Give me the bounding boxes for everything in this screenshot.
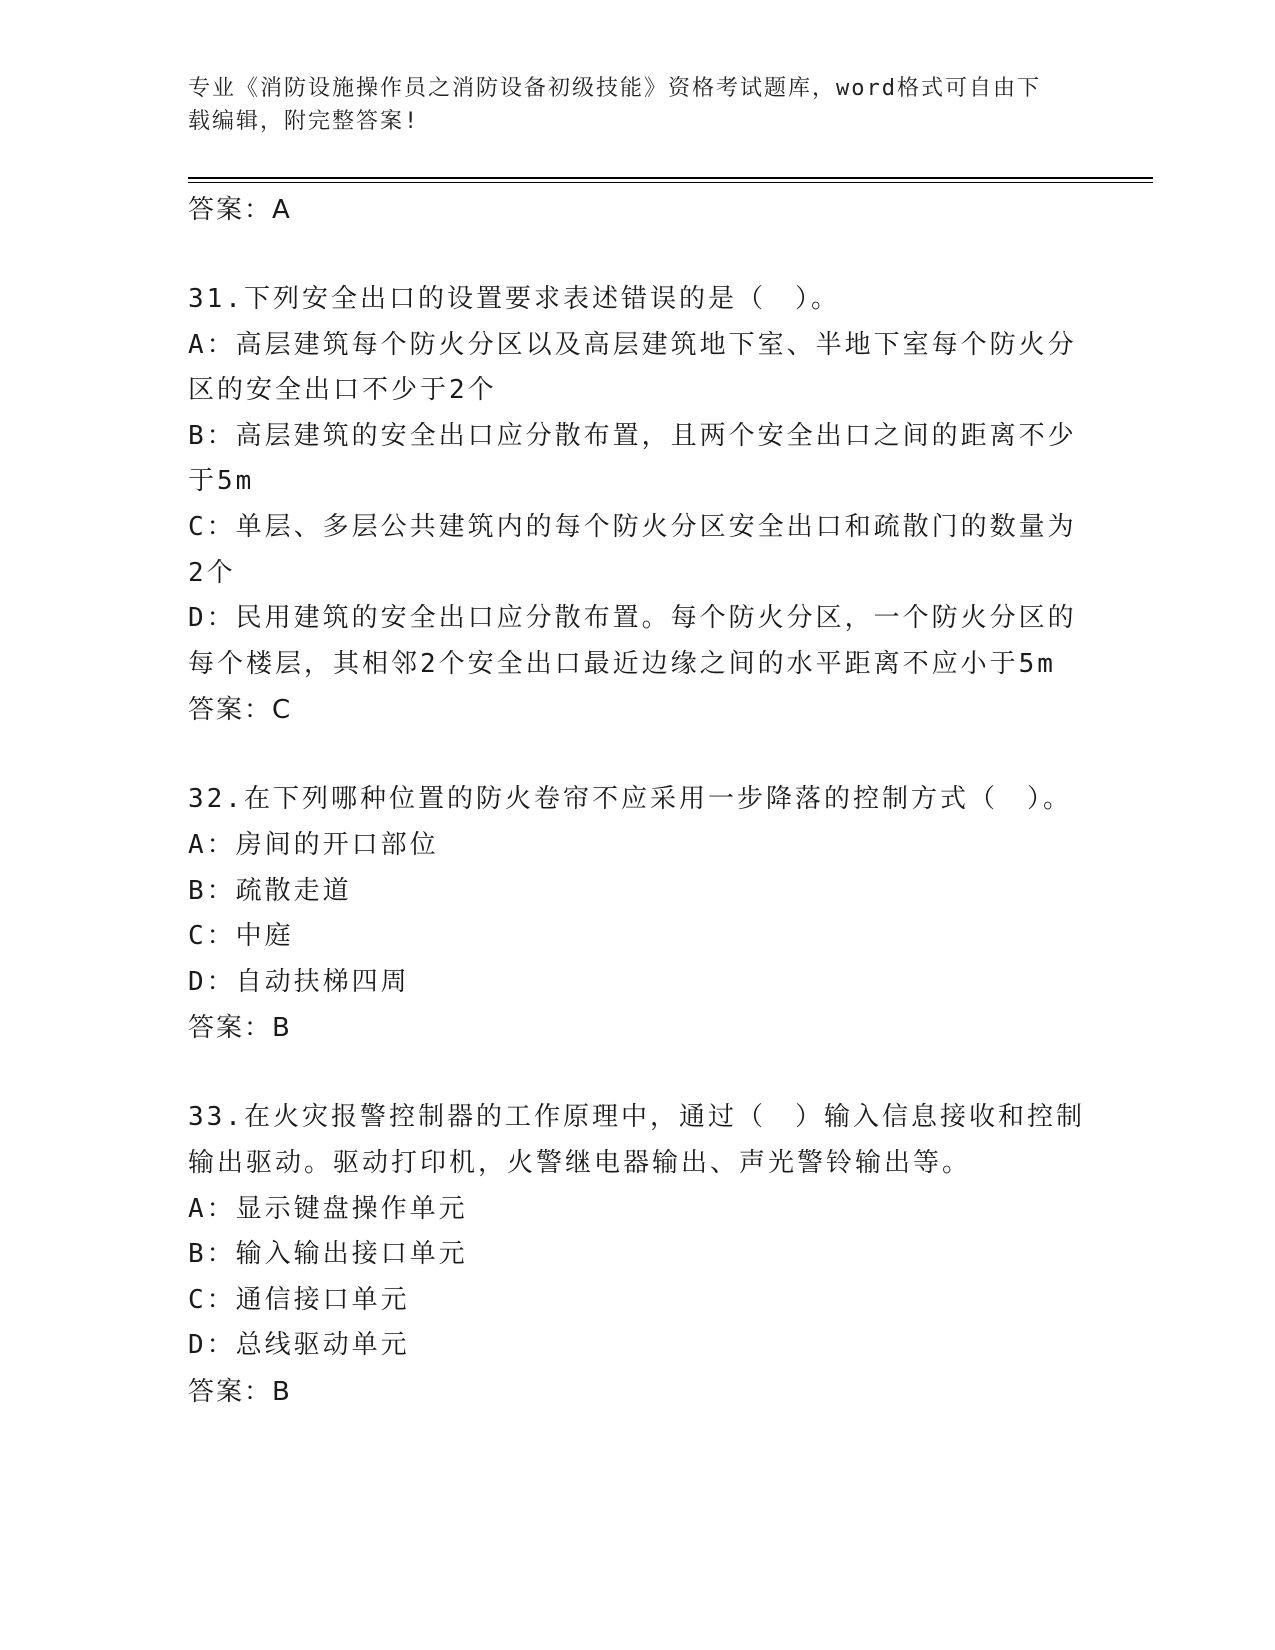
header-line-2: 载编辑，附完整答案! xyxy=(188,109,420,134)
option-line: D：民用建筑的安全出口应分散布置。每个防火分区，一个防火分区的 xyxy=(188,603,1077,634)
page-header xyxy=(188,72,1068,138)
question-stem: 输出驱动。驱动打印机，火警继电器输出、声光警铃输出等。 xyxy=(188,1147,972,1178)
question-stem: 31.下列安全出口的设置要求表述错误的是（ ）。 xyxy=(188,284,840,314)
question-stem: 33.在火灾报警控制器的工作原理中，通过（ ）输入信息接收和控制 xyxy=(188,1102,1085,1133)
option-line: A：房间的开口部位 xyxy=(188,829,439,860)
question-31 xyxy=(188,277,1088,733)
option-line: B：输入输出接口单元 xyxy=(188,1239,468,1270)
question-stem: 32.在下列哪种位置的防火卷帘不应采用一步降落的控制方式（ ）。 xyxy=(188,784,1072,815)
option-line: 于5m xyxy=(188,466,255,497)
option-line: 区的安全出口不少于2个 xyxy=(188,375,497,406)
header-line-1: 专业《消防设施操作员之消防设备初级技能》资格考试题库，word格式可自由下 xyxy=(188,76,1041,101)
document-body xyxy=(188,187,1088,1415)
option-line: C：通信接口单元 xyxy=(188,1284,410,1315)
option-line: B：高层建筑的安全出口应分散布置，且两个安全出口之间的距离不少 xyxy=(188,420,1077,451)
option-line: D：总线驱动单元 xyxy=(188,1330,410,1361)
header-rule-thick xyxy=(188,177,1153,179)
option-line: A：高层建筑每个防火分区以及高层建筑地下室、半地下室每个防火分 xyxy=(188,329,1077,360)
question-answer: 答案：B xyxy=(188,1376,292,1407)
option-line: B：疏散走道 xyxy=(188,875,352,906)
option-line: D：自动扶梯四周 xyxy=(188,966,410,997)
option-line: C：中庭 xyxy=(188,921,294,952)
option-line: 2个 xyxy=(188,557,236,588)
question-answer: 答案：B xyxy=(188,1013,292,1044)
question-33 xyxy=(188,1095,1088,1415)
header-rule-thin xyxy=(188,182,1153,183)
question-answer: 答案：C xyxy=(188,695,293,726)
question-32 xyxy=(188,777,1088,1051)
option-line: 每个楼层，其相邻2个安全出口最近边缘之间的水平距离不应小于5m xyxy=(188,648,1056,679)
option-line: C：单层、多层公共建筑内的每个防火分区安全出口和疏散门的数量为 xyxy=(188,511,1077,542)
previous-answer: 答案：A xyxy=(188,195,292,225)
option-line: A：显示键盘操作单元 xyxy=(188,1193,468,1224)
